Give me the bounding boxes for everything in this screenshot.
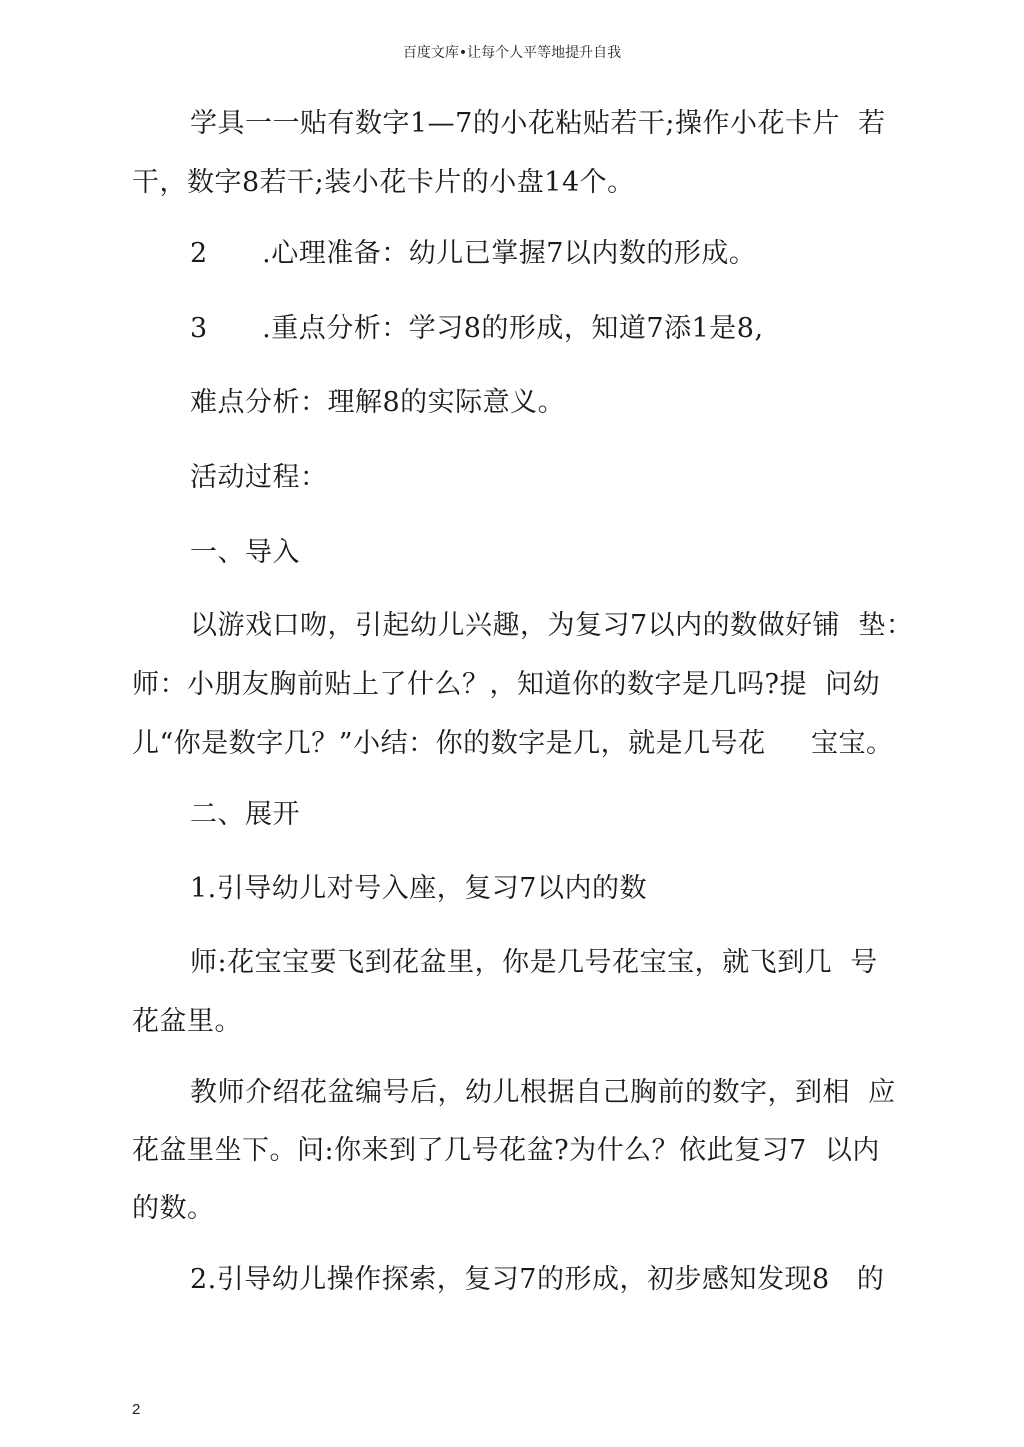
text-line: 师:花宝宝要飞到花盆里，你是几号花宝宝，就飞到几 号 [190,947,878,978]
text-line: 2 .心理准备：幼儿已掌握7以内数的形成。 [190,238,757,269]
text-line: 以游戏口吻，引起幼儿兴趣，为复习7以内的数做好铺 垫： [190,610,914,641]
text-line: 的数。 [132,1193,215,1224]
text-line: 3 .重点分析：学习8的形成，知道7添1是8, [190,313,764,344]
page-number: 2 [132,1401,141,1418]
text-line: 2.引导幼儿操作探索，复习7的形成，初步感知发现8 的 [190,1264,885,1295]
text-line: 活动过程： [190,462,328,493]
text-line: 师：小朋友胸前贴上了什么？，知道你的数字是几吗?提 问幼 [132,669,881,700]
text-line: 花盆里坐下。问:你来到了几号花盆?为什么？依此复习7 以内 [132,1135,880,1166]
text-line: 1.引导幼儿对号入座，复习7以内的数 [190,873,647,904]
text-line: 教师介绍花盆编号后，幼儿根据自己胸前的数字，到相 应 [190,1077,896,1108]
section-heading: 一、导入 [190,537,300,568]
section-heading: 二、展开 [190,799,300,830]
text-line: 学具一一贴有数字1—7的小花粘贴若干;操作小花卡片 若 [190,108,886,139]
text-line: 儿“你是数字几？”小结：你的数字是几，就是几号花 宝宝。 [132,728,894,759]
text-line: 难点分析：理解8的实际意义。 [190,387,566,418]
text-line: 花盆里。 [132,1006,242,1037]
page-header: 百度文库•让每个人平等地提升自我 [402,45,622,61]
text-line: 干，数字8若干;装小花卡片的小盘14个。 [132,167,635,198]
